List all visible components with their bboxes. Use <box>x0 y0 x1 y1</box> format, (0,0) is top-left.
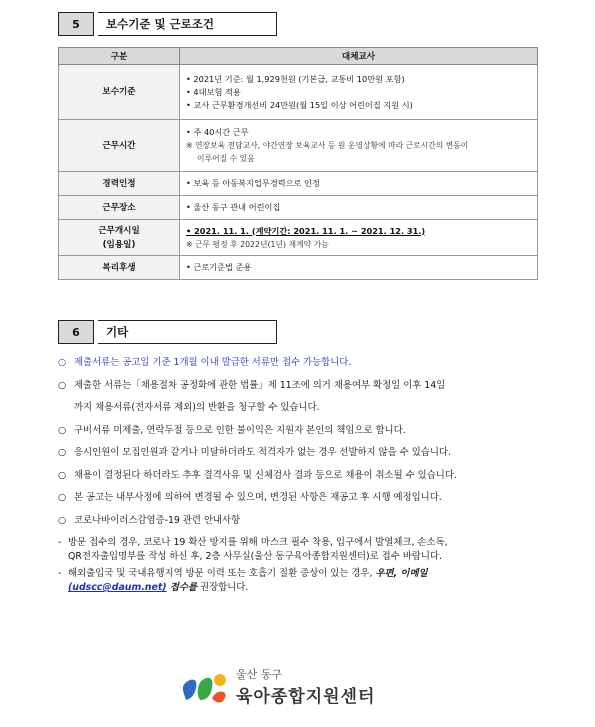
sub-item <box>58 536 543 550</box>
logo-title: 육아종합지원센터 <box>236 686 376 707</box>
item-text: 제출서류는 공고일 기준 1개월 이내 발급한 서류만 접수 가능합니다. <box>74 357 352 368</box>
sub-text: 권장합니다. <box>197 582 249 593</box>
list-item <box>58 420 543 443</box>
dash-bullet-icon: - <box>58 568 62 579</box>
item-text: 구비서류 미제출, 연락두절 등으로 인한 불이익은 지원자 본인의 책임으로 합니다. <box>74 424 406 436</box>
conditions-table <box>58 47 538 280</box>
row-value-pay <box>180 65 538 120</box>
sub-text: 방문 접수의 경우, 코로나 19 확산 방지를 위해 마스크 필수 착용, 입구에서 발열체크, 손소독, <box>68 537 448 548</box>
logo-text <box>236 666 375 707</box>
row-value-career <box>180 172 538 196</box>
table-row <box>59 65 538 120</box>
row-value-place <box>180 196 538 220</box>
sub-item-cont <box>58 581 543 595</box>
table-row <box>59 220 538 256</box>
circle-bullet-icon: ○ <box>58 357 67 368</box>
item-text: 코로나바이러스감염증-19 관련 안내사항 <box>74 514 241 526</box>
row-label-welfare: 복리후생 <box>59 256 180 280</box>
section-6-header <box>58 320 277 344</box>
table-row <box>59 172 538 196</box>
item-text: 제출한 서류는「채용절차 공정화에 관한 법률」제 11조에 의거 채용여부 확정일 이후 14일 <box>74 379 446 391</box>
table-row <box>59 256 538 280</box>
start-note: ※ 근무 평정 후 2022년(1년) 재계약 가능 <box>186 239 329 249</box>
pay-line: • 2021년 기준: 월 1,929천원 (기본급, 교통비 10만원 포함) <box>186 73 405 84</box>
circle-bullet-icon: ○ <box>58 424 67 436</box>
list-item <box>58 442 543 465</box>
pay-line: • 교사 근무환경개선비 24만원(월 15일 이상 어린이집 지원 시) <box>186 99 413 110</box>
item-text: 응시인원이 모집인원과 같거나 미달하더라도 적격자가 없는 경우 선발하지 않을 수 있습니다. <box>74 447 451 458</box>
start-line: • 2021. 11. 1. (계약기간: 2021. 11. 1. ~ 2021. 12. 31.) <box>186 225 426 236</box>
row-value-start <box>180 220 538 256</box>
sub-text-emphasis: 접수를 <box>166 582 198 593</box>
email-link[interactable]: (udscc@daum.net) <box>68 582 167 593</box>
table-header-row <box>59 48 538 65</box>
circle-bullet-icon: ○ <box>58 469 67 481</box>
list-item <box>58 487 543 510</box>
section-5-header <box>58 12 277 36</box>
hours-line: • 주 40시간 근무 <box>186 127 249 137</box>
list-item <box>58 352 543 375</box>
hours-note: ※ 연장보육 전담교사, 야간연장 보육교사 등 원 운영상황에 따라 근로시간의 변동이 <box>186 141 469 150</box>
etc-list <box>58 352 543 595</box>
start-label: 근무개시일 <box>98 225 140 236</box>
table-row <box>59 196 538 220</box>
sub-text-emphasis: 우편, 이메일 <box>375 568 428 579</box>
item-text: 채용이 결정된다 하더라도 추후 결격사유 및 신체검사 결과 등으로 채용이 취소될 수 있습니다. <box>74 469 457 481</box>
start-label-sub: (임용일) <box>102 239 136 250</box>
header-substitute-teacher: 대체교사 <box>180 48 538 65</box>
row-label-place: 근무장소 <box>59 196 180 220</box>
list-item <box>58 465 543 488</box>
section-title: 기타 <box>98 320 277 344</box>
logo-subtitle: 울산 동구 <box>236 667 283 681</box>
place-line: • 울산 동구 관내 어린이집 <box>186 202 281 212</box>
row-label-start <box>59 220 180 256</box>
circle-bullet-icon: ○ <box>58 447 67 458</box>
list-item <box>58 375 543 398</box>
section-title: 보수기준 및 근로조건 <box>98 12 277 36</box>
section-number: 5 <box>58 12 94 36</box>
list-item-cont: 까지 채용서류(전자서류 제외)의 반환을 청구할 수 있습니다. <box>74 402 320 413</box>
row-value-hours <box>180 120 538 172</box>
center-logo-icon <box>178 666 230 706</box>
item-text: 본 공고는 내부사정에 의하여 변경될 수 있으며, 변경된 사항은 재공고 후 시행 예정입니다. <box>74 492 442 503</box>
center-logo <box>178 661 375 711</box>
section-number: 6 <box>58 320 94 344</box>
row-value-welfare <box>180 256 538 280</box>
hours-note-cont: 이루어질 수 있음 <box>197 154 255 163</box>
header-category: 구분 <box>59 48 180 65</box>
row-label-career: 경력인정 <box>59 172 180 196</box>
row-label-pay: 보수기준 <box>59 65 180 120</box>
pay-line: • 4대보험 적용 <box>186 86 241 97</box>
circle-bullet-icon: ○ <box>58 379 67 391</box>
table-row <box>59 120 538 172</box>
sub-text: 해외출입국 및 국내유행지역 방문 이력 또는 호흡기 질환 증상이 있는 경우, <box>68 568 376 579</box>
sub-item <box>58 567 543 581</box>
list-item <box>58 510 543 533</box>
sub-item-cont: QR전자출입명부를 작성 하신 후, 2층 사무실(울산 동구육아종합지원센터)로 접수 바랍니다. <box>68 551 442 562</box>
circle-bullet-icon: ○ <box>58 492 67 503</box>
career-line: • 보육 등 아동복지업무경력으로 인정 <box>186 178 320 188</box>
welfare-line: • 근로기준법 준용 <box>186 262 252 272</box>
circle-bullet-icon: ○ <box>58 514 67 526</box>
dash-bullet-icon: - <box>58 537 62 548</box>
row-label-hours: 근무시간 <box>59 120 180 172</box>
